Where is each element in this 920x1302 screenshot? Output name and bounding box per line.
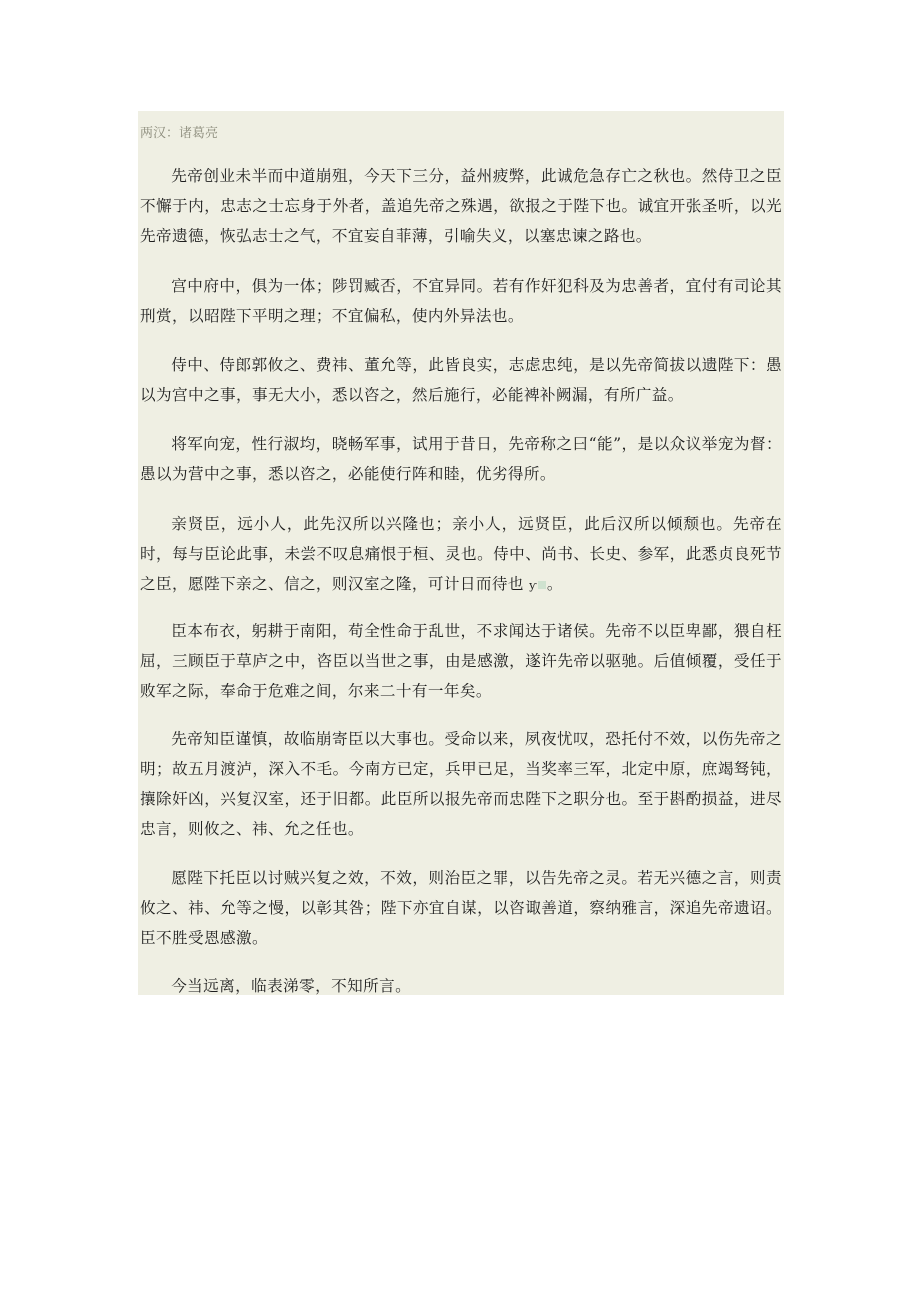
paragraph-3: 侍中、侍郎郭攸之、费祎、董允等，此皆良实，志虑忠纯，是以先帝简拔以遗陛下：愚以为宫中之事，事无大小，悉以咨之，然后施行，必能裨补阙漏，有所广益。: [140, 356, 782, 404]
author-line: 两汉：诸葛亮: [140, 126, 219, 141]
stray-glyph: ƴ: [529, 579, 537, 592]
paragraph-2: 宫中府中，俱为一体；陟罚臧否，不宜异同。若有作奸犯科及为忠善者，宜付有司论其刑赏，以昭陛下平明之理；不宜偏私，使内外异法也。: [140, 277, 782, 325]
paragraph-9: 今当远离，临表涕零，不知所言。: [171, 977, 412, 995]
paragraph-7: 先帝知臣谨慎，故临崩寄臣以大事也。受命以来，夙夜忧叹，恐托付不效，以伤先帝之明；故五月渡泸，深入不毛。今南方已定，兵甲已足，当奖率三军，北定中原，庶竭驽钝，攘除奸凶，兴复汉室，还于旧都。此臣所以报先帝而忠陛下之职分也。至于斟酌损益，进尽忠言，则攸之、祎、允之任也。: [140, 730, 782, 838]
paragraph-5-tail: 。: [546, 575, 563, 593]
paragraph-8: 愿陛下托臣以讨贼兴复之效，不效，则治臣之罪，以告先帝之灵。若无兴德之言，则责攸之、祎、允等之慢，以彰其咎；陛下亦宜自谋，以咨诹善道，察纳雅言，深追先帝遗诏。臣不胜受恩感激。: [140, 869, 782, 947]
essay-text-block: [138, 111, 784, 995]
paragraph-5-text: 亲贤臣，远小人，此先汉所以兴隆也；亲小人，远贤臣，此后汉所以倾颓也。先帝在时，每与臣论此事，未尝不叹息痛恨于桓、灵也。侍中、尚书、长史、参军，此悉贞良死节之臣，愿陛下亲之、信之，则汉室之隆，可计日而待也: [140, 515, 782, 593]
paragraph-1: 先帝创业未半而中道崩殂，今天下三分，益州疲弊，此诚危急存亡之秋也。然侍卫之臣不懈于内，忠志之士忘身于外者，盖追先帝之殊遇，欲报之于陛下也。诚宜开张圣听，以光先帝遗德，恢弘志士之气，不宜妄自菲薄，引喻失义，以塞忠谏之路也。: [140, 167, 782, 245]
highlight-mark: [538, 581, 546, 589]
paragraph-5: [140, 509, 782, 601]
paragraph-4: 将军向宠，性行淑均，晓畅军事，试用于昔日，先帝称之曰“能”，是以众议举宠为督：愚以为营中之事，悉以咨之，必能使行阵和睦，优劣得所。: [140, 435, 782, 483]
paragraph-6: 臣本布衣，躬耕于南阳，苟全性命于乱世，不求闻达于诸侯。先帝不以臣卑鄙，猥自枉屈，三顾臣于草庐之中，咨臣以当世之事，由是感激，遂许先帝以驱驰。后值倾覆，受任于败军之际，奉命于危难之间，尔来二十有一年矣。: [140, 622, 782, 700]
